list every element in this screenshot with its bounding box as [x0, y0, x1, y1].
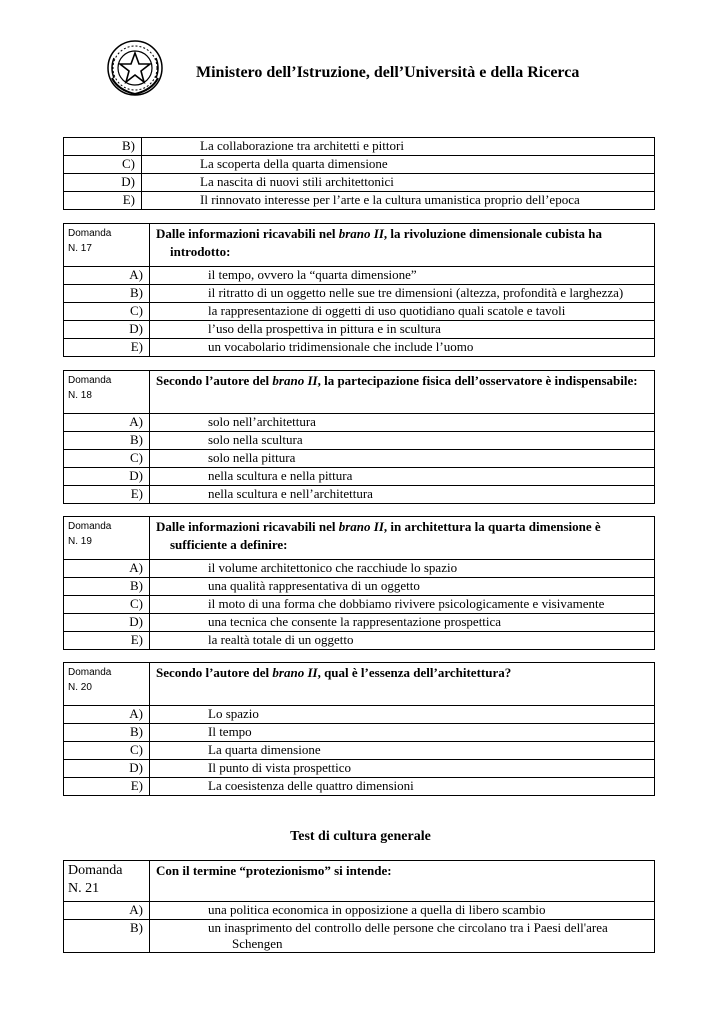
question-stem-row: [64, 224, 655, 267]
option-letter: E): [64, 486, 150, 504]
option-text: Il tempo: [150, 724, 655, 742]
option-row: [64, 267, 655, 285]
question-16-options-table: [63, 137, 655, 210]
question-stem-row: [64, 663, 655, 706]
option-letter: B): [64, 578, 150, 596]
question-stem: Dalle informazioni ricavabili nel brano II, la rivoluzione dimensionale cubista ha introdotto:: [150, 224, 655, 267]
option-letter: A): [64, 902, 150, 920]
option-letter: B): [64, 920, 150, 953]
option-row: [64, 578, 655, 596]
option-letter: A): [64, 560, 150, 578]
option-letter: E): [64, 632, 150, 650]
option-text: nella scultura e nella pittura: [150, 468, 655, 486]
option-row: [64, 468, 655, 486]
question-stem: Con il termine “protezionismo” si intende:: [150, 861, 655, 902]
question-stem: Secondo l’autore del brano II, la partecipazione fisica dell’osservatore è indispensabile:: [150, 371, 655, 414]
option-text: un vocabolario tridimensionale che include l’uomo: [150, 339, 655, 357]
option-letter: E): [64, 192, 142, 210]
option-row: [64, 920, 655, 953]
option-letter: D): [64, 614, 150, 632]
option-text: Il rinnovato interesse per l’arte e la cultura umanistica proprio dell’epoca: [142, 192, 655, 210]
question-stem: Secondo l’autore del brano II, qual è l’essenza dell’architettura?: [150, 663, 655, 706]
page-header: [104, 38, 664, 102]
option-text: Il punto di vista prospettico: [150, 760, 655, 778]
option-text: il tempo, ovvero la “quarta dimensione”: [150, 267, 655, 285]
question-18-table: [63, 370, 655, 504]
option-letter: D): [64, 468, 150, 486]
option-row: [64, 321, 655, 339]
option-text: l’uso della prospettiva in pittura e in scultura: [150, 321, 655, 339]
section-title: Test di cultura generale: [290, 829, 431, 844]
option-letter: A): [64, 414, 150, 432]
option-text: un inasprimento del controllo delle persone che circolano tra i Paesi dell'area Schengen: [150, 920, 655, 953]
option-text: il ritratto di un oggetto nelle sue tre dimensioni (altezza, profondità e larghezza): [150, 285, 655, 303]
option-row: [64, 432, 655, 450]
ministry-title: Ministero dell’Istruzione, dell’Università e della Ricerca: [196, 64, 580, 81]
option-row: [64, 632, 655, 650]
question-20-table: [63, 662, 655, 796]
question-stem-row: [64, 371, 655, 414]
option-row: [64, 285, 655, 303]
question-19-table: [63, 516, 655, 650]
option-letter: A): [64, 267, 150, 285]
option-text: La collaborazione tra architetti e pittori: [142, 138, 655, 156]
question-stem: Dalle informazioni ricavabili nel brano II, in architettura la quarta dimensione è sufficiente a definire:: [150, 517, 655, 560]
option-letter: B): [64, 432, 150, 450]
question-number: Domanda N. 17: [64, 224, 150, 267]
italian-republic-emblem-icon: [104, 38, 166, 98]
option-text: una politica economica in opposizione a quella di libero scambio: [150, 902, 655, 920]
option-row: [64, 192, 655, 210]
question-number: Domanda N. 18: [64, 371, 150, 414]
option-text: la rappresentazione di oggetti di uso quotidiano quali scatole e tavoli: [150, 303, 655, 321]
option-text: il volume architettonico che racchiude lo spazio: [150, 560, 655, 578]
option-letter: D): [64, 321, 150, 339]
option-row: [64, 156, 655, 174]
option-row: [64, 174, 655, 192]
option-text: solo nell’architettura: [150, 414, 655, 432]
option-row: [64, 450, 655, 468]
option-letter: C): [64, 450, 150, 468]
option-row: [64, 486, 655, 504]
option-letter: D): [64, 760, 150, 778]
option-text: Lo spazio: [150, 706, 655, 724]
option-row: [64, 902, 655, 920]
question-21-table: [63, 860, 655, 953]
option-letter: D): [64, 174, 142, 192]
option-letter: B): [64, 138, 142, 156]
option-row: [64, 339, 655, 357]
option-letter: C): [64, 156, 142, 174]
option-text: una qualità rappresentativa di un oggetto: [150, 578, 655, 596]
option-letter: C): [64, 303, 150, 321]
option-letter: E): [64, 339, 150, 357]
option-text: La nascita di nuovi stili architettonici: [142, 174, 655, 192]
option-row: [64, 560, 655, 578]
option-row: [64, 724, 655, 742]
question-number: Domanda N. 20: [64, 663, 150, 706]
question-17-table: [63, 223, 655, 357]
option-letter: C): [64, 596, 150, 614]
option-row: [64, 614, 655, 632]
option-row: [64, 596, 655, 614]
option-text: il moto di una forma che dobbiamo rivivere psicologicamente e visivamente: [150, 596, 655, 614]
option-letter: B): [64, 724, 150, 742]
option-letter: C): [64, 742, 150, 760]
option-row: [64, 138, 655, 156]
option-text: La scoperta della quarta dimensione: [142, 156, 655, 174]
option-text: nella scultura e nell’architettura: [150, 486, 655, 504]
option-row: [64, 706, 655, 724]
question-number: Domanda N. 19: [64, 517, 150, 560]
option-letter: A): [64, 706, 150, 724]
option-letter: B): [64, 285, 150, 303]
option-row: [64, 303, 655, 321]
option-letter: E): [64, 778, 150, 796]
option-text: solo nella scultura: [150, 432, 655, 450]
question-stem-row: [64, 517, 655, 560]
option-text: La coesistenza delle quattro dimensioni: [150, 778, 655, 796]
option-row: [64, 760, 655, 778]
question-stem-row: [64, 861, 655, 902]
option-text: una tecnica che consente la rappresentazione prospettica: [150, 614, 655, 632]
option-row: [64, 414, 655, 432]
option-row: [64, 742, 655, 760]
option-text: solo nella pittura: [150, 450, 655, 468]
option-row: [64, 778, 655, 796]
option-text: la realtà totale di un oggetto: [150, 632, 655, 650]
option-text: La quarta dimensione: [150, 742, 655, 760]
question-number: Domanda N. 21: [64, 861, 150, 902]
